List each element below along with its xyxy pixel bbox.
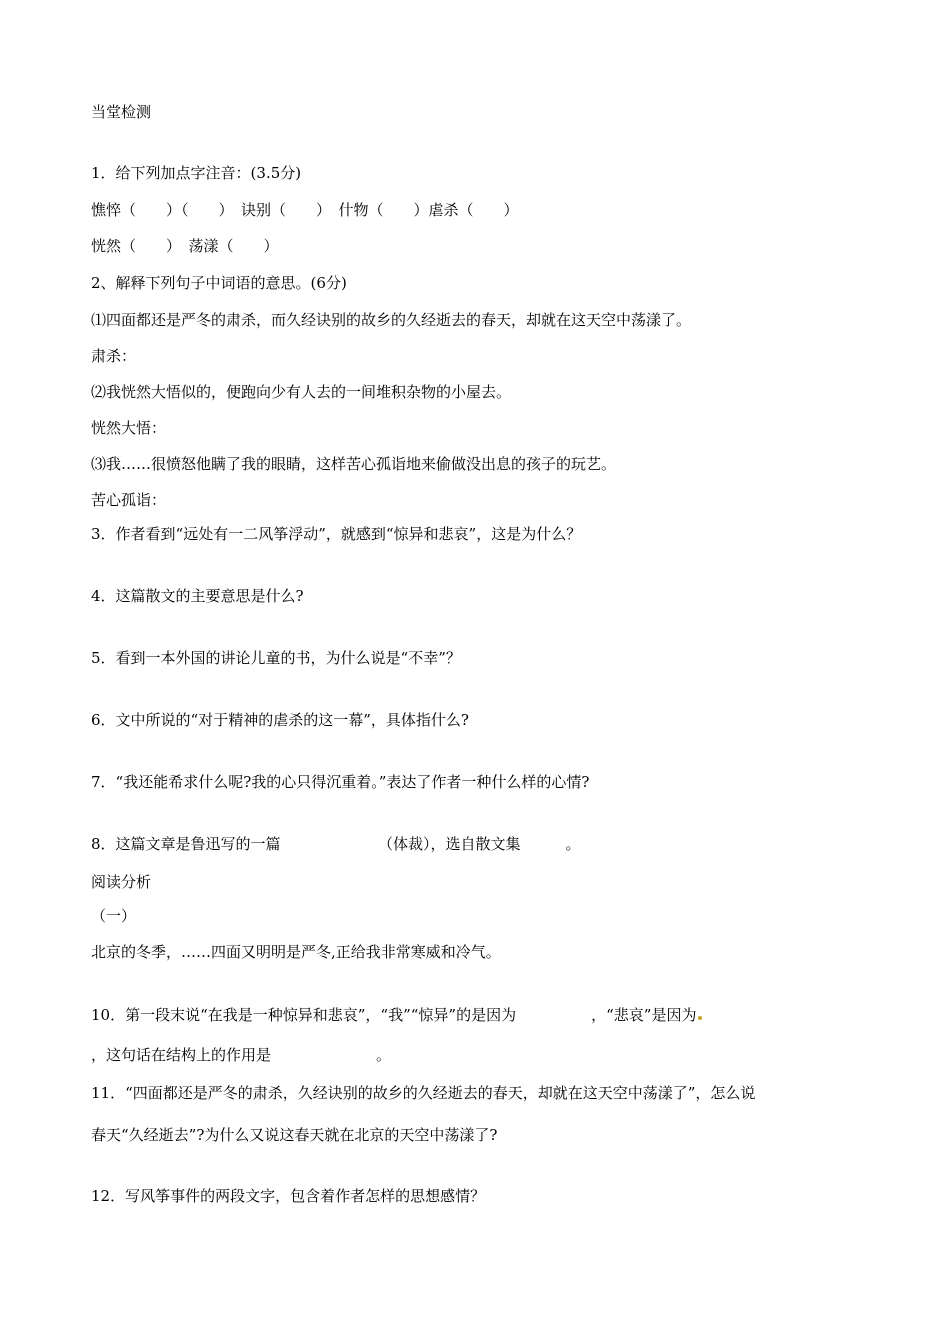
question-4: 4．这篇散文的主要意思是什么?: [91, 587, 304, 605]
question-8: 8．这篇文章是鲁迅写的一篇 （体裁），选自散文集 。: [91, 835, 581, 853]
question-10-line-2: ，这句话在结构上的作用是 。: [91, 1046, 392, 1064]
question-2-sentence-3: ⑶我……很愤怒他瞒了我的眼睛，这样苦心孤诣地来偷做没出息的孩子的玩艺。: [91, 455, 617, 473]
question-1-words-b: 恍然（ ） 荡漾（ ）: [91, 237, 279, 255]
question-6: 6．文中所说的“对于精神的虐杀的这一幕”，具体指什么?: [91, 711, 469, 729]
question-1-words-a: 憔悴（ ）（ ） 诀别（ ） 什物（ ）虐杀（ ）: [91, 201, 519, 219]
question-2-sentence-2: ⑵我恍然大悟似的，便跑向少有人去的一间堆积杂物的小屋去。: [91, 383, 512, 401]
question-10-line-1: [91, 1005, 702, 1025]
reading-passage: 北京的冬季，……四面又明明是严冬,正给我非常寒威和冷气。: [91, 943, 501, 961]
question-5: 5．看到一本外国的讲论儿童的书，为什么说是“不幸”？: [91, 649, 461, 667]
question-1: 1．给下列加点字注音：(3.5分): [91, 164, 302, 182]
reading-subsection: （一）: [91, 907, 137, 925]
question-11-line-2: 春天“久经逝去”?为什么又说这春天就在北京的天空中荡漾了?: [91, 1126, 498, 1144]
question-7: 7．“我还能希求什么呢?我的心只得沉重着。”表达了作者一种什么样的心情?: [91, 773, 590, 791]
question-2-sentence-1: ⑴四面都还是严冬的肃杀，而久经诀别的故乡的久经逝去的春天，却就在这天空中荡漾了。: [91, 311, 692, 329]
question-2-word-1: 肃杀：: [91, 347, 137, 365]
section-heading: 当堂检测: [91, 103, 152, 121]
question-2-word-3: 苦心孤诣：: [91, 491, 167, 509]
question-11-line-1: 11．“四面都还是严冬的肃杀，久经诀别的故乡的久经逝去的春天，却就在这天空中荡漾了”，怎么说: [91, 1084, 756, 1102]
question-10-text: 10．第一段末说“在我是一种惊异和悲哀”，“我”“惊异”的是因为 ，“悲哀”是因为: [91, 1006, 697, 1024]
question-12: 12．写风筝事件的两段文字，包含着作者怎样的思想感情？: [91, 1187, 486, 1205]
highlight-dot: [698, 1016, 702, 1020]
question-2: 2、解释下列句子中词语的意思。(6分): [91, 274, 347, 292]
question-3: 3．作者看到“远处有一二风筝浮动”，就感到“惊异和悲哀”，这是为什么？: [91, 525, 582, 543]
question-2-word-2: 恍然大悟：: [91, 419, 167, 437]
reading-section-heading: 阅读分析: [91, 873, 152, 891]
